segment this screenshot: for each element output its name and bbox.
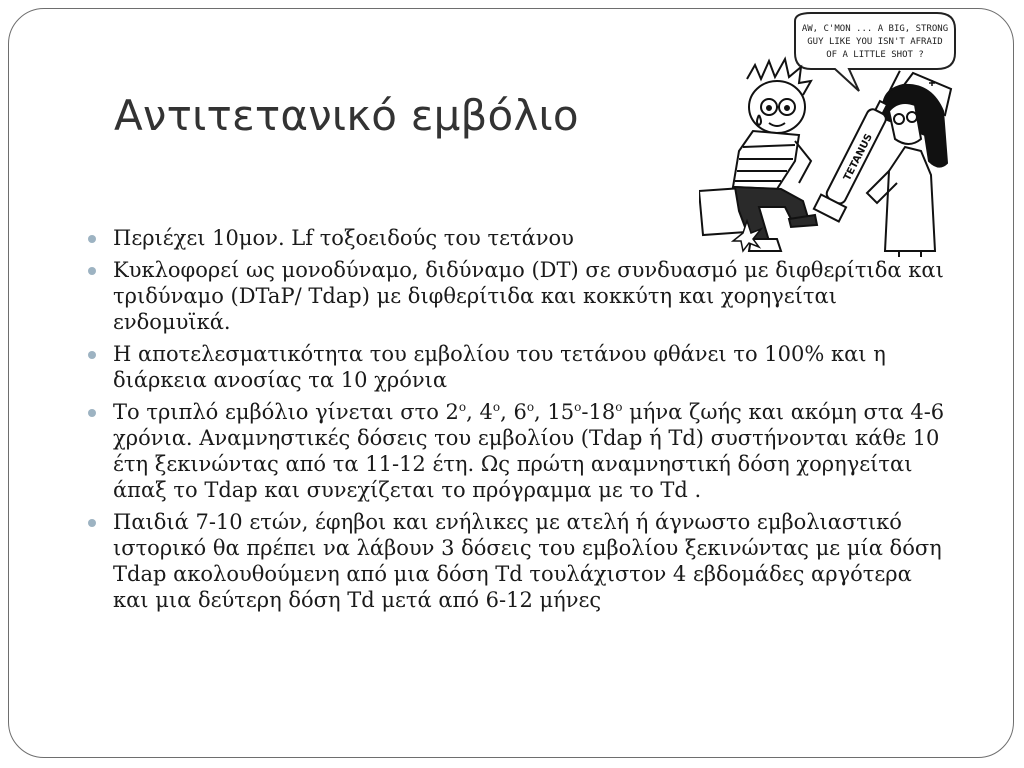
speech-bubble (795, 13, 955, 91)
round-bullet-icon (88, 351, 96, 359)
round-bullet-icon (88, 235, 96, 243)
bullet-text-mid: -18 (581, 400, 616, 424)
ordinal-superscript: ο (492, 400, 501, 414)
bullet-item (85, 341, 945, 393)
nurse-and-boy-cartoon-icon (699, 11, 961, 257)
bullet-text: Κυκλοφορεί ως μονοδύναμο, διδύναμο (DT) σε συνδυασμό με διφθερίτιδα και τριδύναμο (DTaP/ Tdap) με διφθερίτιδα και κοκκύτη και χορηγείται ενδομυϊκά. (113, 258, 944, 334)
bullet-text: Παιδιά 7-10 ετών, έφηβοι και ενήλικες με ατελή ή άγνωστο εμβολιαστικό ιστορικό θα πρέπει να λάβουν 3 δόσεις του εμβολίου ξεκινώντας με μία δόση Tdap ακολουθούμενη από μια δόση Td τουλάχιστον 4 εβδομάδες αργότερα και μια δεύτερη δόση Td μετά από 6-12 μήνες (113, 510, 942, 612)
slide-frame (8, 8, 1014, 758)
ordinal-superscript: ο (574, 400, 582, 414)
round-bullet-icon (88, 519, 96, 527)
bullet-text-mid: , 6 (500, 400, 527, 424)
bullet-item (85, 509, 945, 613)
round-bullet-icon (88, 267, 96, 275)
speech-line-1: AW, C'MON ... A BIG, STRONG (801, 24, 949, 34)
round-bullet-icon (88, 409, 96, 417)
bullet-item (85, 257, 945, 335)
ordinal-superscript: ο (526, 400, 535, 414)
ordinal-superscript: ο (458, 400, 467, 414)
ordinal-superscript: ο (615, 400, 623, 414)
bullet-item (85, 225, 945, 251)
bullet-text-mid: , 15 (534, 400, 575, 424)
bullet-text-prefix: Το τριπλό εμβόλιο γίνεται στο 2 (113, 400, 459, 424)
bullet-item (85, 399, 945, 503)
bullet-text: Περιέχει 10μον. Lf τοξοειδούς του τετάνου (113, 226, 574, 250)
bullet-text: Η αποτελεσματικότητα του εμβολίου του τετάνου φθάνει το 100% και η διάρκεια ανοσίας τα 10 χρόνια (113, 342, 886, 392)
speech-line-3: OF A LITTLE SHOT ? (826, 50, 924, 60)
bullet-text-mid: , 4 (466, 400, 493, 424)
syringe-label: TETANUS (841, 132, 876, 183)
slide-title: Αντιτετανικό εμβόλιο (114, 91, 579, 140)
speech-line-2: GUY LIKE YOU ISN'T AFRAID (807, 37, 943, 47)
bullet-list (85, 225, 945, 619)
boy-figure (699, 59, 817, 251)
bullet-text-suffix: μήνα ζωής και ακόμη στα 4-6 χρόνια. Αναμνηστικές δόσεις του εμβολίου (Tdap ή Td) συστήνονται κάθε 10 έτη ξεκινώντας από τα 11-12 έτη. Ως πρώτη αναμνηστική δόση χορηγείται άπαξ το Tdap και συνεχίζεται το πρόγραμμα με το Td . (113, 400, 945, 502)
